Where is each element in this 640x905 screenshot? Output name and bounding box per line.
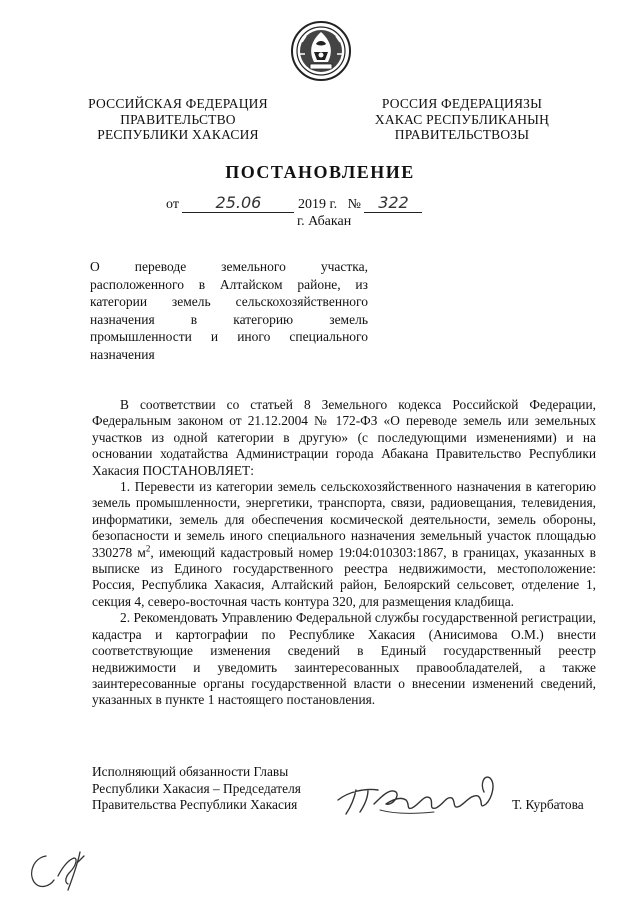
- signer-position: [92, 764, 301, 814]
- handwritten-signature-icon: [334, 770, 506, 818]
- date-field: [182, 193, 294, 213]
- signer-name: Т. Курбатова: [512, 797, 584, 812]
- handwritten-initials-icon: [24, 846, 94, 894]
- city-label: г. Абакан: [297, 214, 352, 229]
- date-from-label: от: [166, 197, 179, 212]
- year-label: 2019 г.: [297, 197, 338, 212]
- signer-position-line-3: Правительства Республики Хакасия: [92, 797, 298, 812]
- header-right-line-1: РОССИЯ ФЕДЕРАЦИЯЗЫ: [381, 96, 543, 111]
- document-body: [92, 397, 596, 709]
- coat-of-arms-icon: [290, 20, 352, 82]
- number-label: №: [347, 197, 361, 212]
- header-left-line-2: ПРАВИТЕЛЬСТВО: [120, 111, 236, 127]
- header-right-line-2: ХАКАС РЕСПУБЛИКАНЫҢ: [374, 111, 550, 127]
- document-subject: О переводе земельного участка, расположенного в Алтайском районе, из категории земель сельскохозяйственного назначения в категорию земель промышленности и иного специального назначения: [90, 259, 368, 362]
- item-1-superscript: 2: [145, 543, 151, 554]
- item-1-text: 1. Перевести из категории земель сельскохозяйственного назначения в категорию земель промышленности, энергетики, транспорта, связи, радиовещания, телевидения, информатики, земель для обеспечения космической деятельности, земель обороны, безопасности и земель иного специального назначения земельный участок площадью 330278 м: [92, 479, 596, 560]
- date-handwritten: 25.06: [215, 193, 262, 212]
- item-2-paragraph: 2. Рекомендовать Управлению Федеральной службы государственной регистрации, кадастра и картографии по Республике Хакасия (Анисимова О.М.) внести соответствующие изменения сведений в Единый государственный реестр недвижимости и уведомить заинтересованных правообладателей, а также заинтересованные органы государственной власти о внесении изменений сведений, указанных в пункте 1 настоящего постановления.: [92, 610, 596, 708]
- item-1-text-cont: , имеющий кадастровый номер 19:04:010303:1867, в границах, указанных в выписке из Единого государственного реестра недвижимости, местоположение: Россия, Республика Хакасия, Алтайский район, Белоярский сельсовет, отделение 1, секция 4, северо-восточная часть контура 320, для размещения кладбища.: [92, 544, 596, 609]
- date-number-line: [166, 193, 422, 213]
- header-left-line-3: РЕСПУБЛИКИ ХАКАСИЯ: [97, 127, 259, 142]
- number-field: [364, 193, 422, 213]
- header-left: [78, 96, 278, 143]
- header-left-line-1: РОССИЙСКАЯ ФЕДЕРАЦИЯ: [88, 96, 268, 111]
- preamble-paragraph: В соответствии со статьей 8 Земельного кодекса Российской Федерации, Федеральным законом от 21.12.2004 № 172-ФЗ «О переводе земель или земельных участков из одной категории в другую» (с последующими изменениями) и на основании ходатайства Администрации города Абакана Правительство Республики Хакасия ПОСТАНОВЛЯЕТ:: [92, 397, 596, 478]
- document-title: ПОСТАНОВЛЕНИЕ: [225, 162, 415, 182]
- number-handwritten: 322: [378, 193, 409, 212]
- signer-position-line-1: Исполняющий обязанности Главы: [92, 764, 289, 779]
- signer-position-line-2: Республики Хакасия – Председателя: [92, 780, 301, 796]
- item-1-paragraph: [92, 479, 596, 610]
- header-right: [362, 96, 562, 143]
- header-right-line-3: ПРАВИТЕЛЬСТВОЗЫ: [394, 127, 530, 142]
